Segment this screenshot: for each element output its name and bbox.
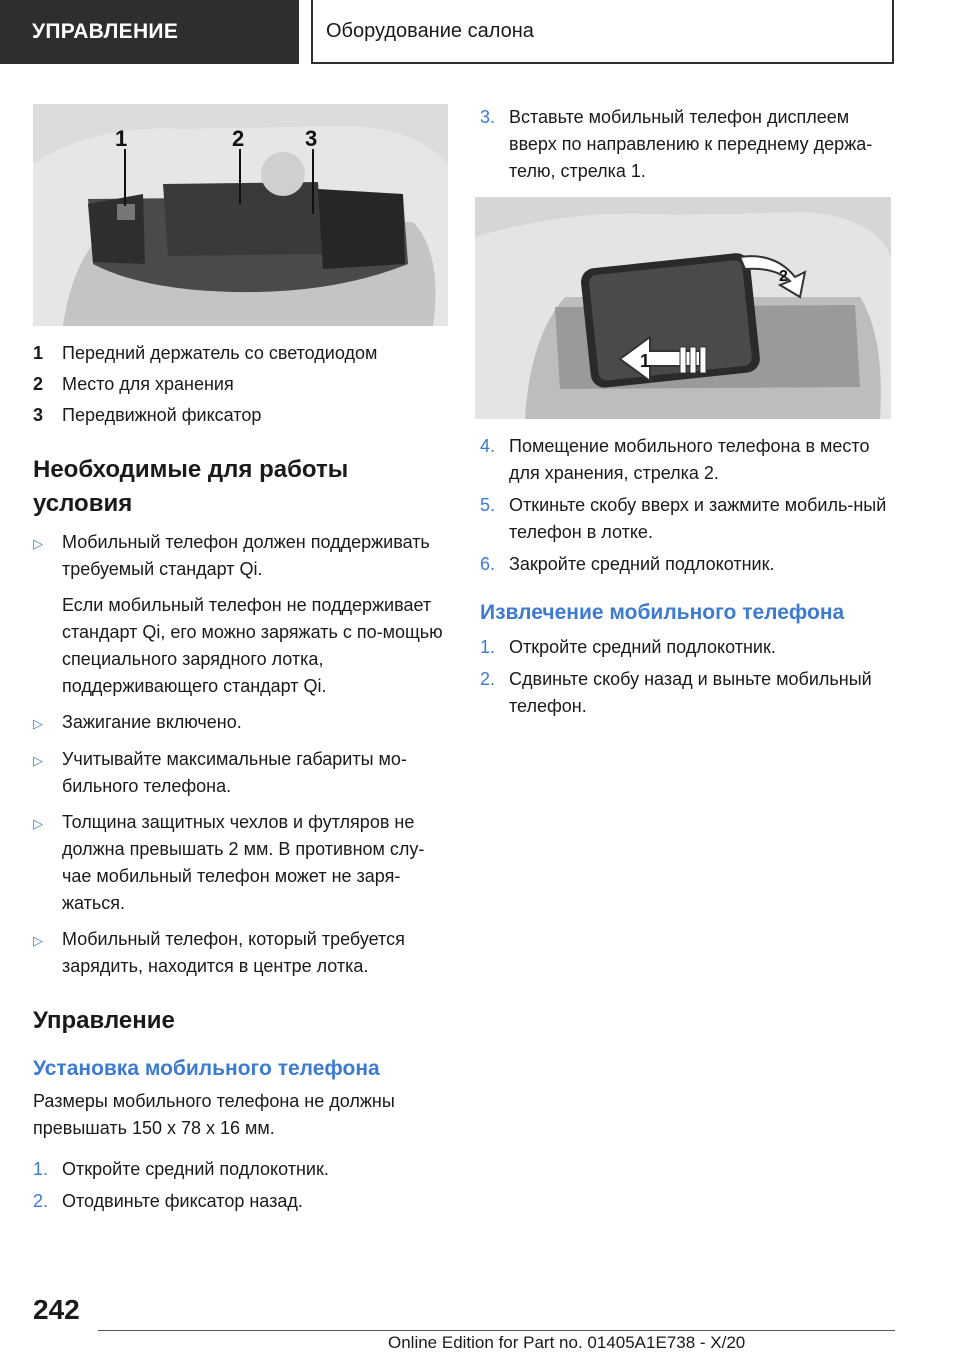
- photo2-label-1: 1: [640, 351, 651, 371]
- install-intro: Размеры мобильного телефона не должны превышать 150 x 78 x 16 мм.: [33, 1091, 395, 1138]
- step-item: 1. Откройте средний подлокотник.: [33, 1159, 329, 1179]
- legend-item: 2 Место для хранения: [33, 374, 234, 394]
- install-steps: [33, 1156, 448, 1215]
- step-item: 2. Сдвиньте скобу назад и выньте мобильный телефон.: [480, 669, 872, 716]
- step-item: 3. Вставьте мобильный телефон дисплеем вверх по направлению к переднему держа-телю, стрелка 1.: [480, 107, 873, 181]
- install-heading: Установка мобильного телефона: [33, 1057, 380, 1080]
- triangle-bullet-icon: ▷: [33, 536, 43, 551]
- page-number: 242: [33, 1294, 80, 1325]
- legend-item: 3 Передвижной фиксатор: [33, 405, 262, 425]
- photo1-label-1: 1: [115, 126, 128, 151]
- step-item: 1. Откройте средний подлокотник.: [480, 637, 776, 657]
- chapter-tab: [311, 0, 894, 64]
- section-title: УПРАВЛЕНИЕ: [32, 20, 179, 43]
- photo1-label-2: 2: [232, 126, 245, 151]
- armrest-tray-photo: [33, 104, 448, 326]
- step-item: 4. Помещение мобильного телефона в место для хранения, стрелка 2.: [480, 436, 870, 483]
- right-column: [480, 104, 896, 720]
- list-item: ▷ Учитывайте максимальные габариты мо-бильного телефона.: [33, 746, 448, 800]
- triangle-bullet-icon: ▷: [33, 753, 43, 768]
- remove-heading: Извлечение мобильного телефона: [480, 601, 845, 624]
- triangle-bullet-icon: ▷: [33, 716, 43, 731]
- install-steps-cont: [480, 104, 896, 185]
- footer-divider: [98, 1330, 895, 1331]
- photo-legend: [33, 338, 448, 431]
- operation-heading: Управление: [33, 1007, 175, 1034]
- legend-item: 1 Передний держатель со светодиодом: [33, 343, 378, 363]
- list-item: ▷ Зажигание включено.: [33, 709, 448, 737]
- phone-insert-photo: [475, 197, 891, 419]
- triangle-bullet-icon: ▷: [33, 816, 43, 831]
- photo1-label-3: 3: [305, 126, 318, 151]
- conditions-heading: Необходимые для работы условия: [33, 456, 349, 517]
- conditions-list: [33, 529, 448, 980]
- photo2-label-2: 2: [779, 268, 788, 285]
- triangle-bullet-icon: ▷: [33, 933, 43, 948]
- remove-steps: [480, 634, 896, 720]
- step-item: 5. Откиньте скобу вверх и зажмите мобиль-ный телефон в лотке.: [480, 495, 887, 542]
- list-item: ▷ Мобильный телефон должен поддерживать требуемый стандарт Qi.: [33, 529, 448, 583]
- step-item: 2. Отодвиньте фиксатор назад.: [33, 1191, 303, 1211]
- install-steps-cont2: [480, 433, 896, 578]
- step-item: 6. Закройте средний подлокотник.: [480, 554, 775, 574]
- list-item: ▷ Мобильный телефон, который требуется зарядить, находится в центре лотка.: [33, 926, 448, 980]
- list-item-continuation: Если мобильный телефон не поддерживает стандарт Qi, его можно заряжать с по-мощью специального зарядного лотка, поддерживающего стандарт Qi.: [62, 595, 443, 696]
- edition-footer: Online Edition for Part no. 01405A1E738 - X/20: [388, 1333, 746, 1352]
- section-tab: [0, 0, 299, 64]
- list-item: ▷ Толщина защитных чехлов и футляров не должна превышать 2 мм. В противном слу-чае мобильный телефон может не заря-жаться.: [33, 809, 448, 917]
- chapter-title: Оборудование салона: [326, 19, 534, 42]
- left-column: [33, 104, 448, 1215]
